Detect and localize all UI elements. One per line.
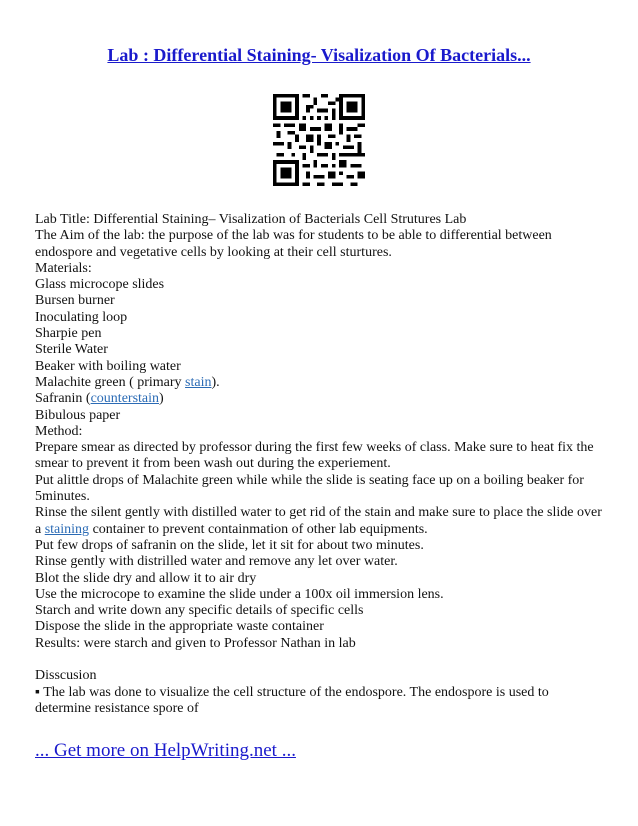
- material-item: Bursen burner: [35, 293, 115, 309]
- text-segment: ): [159, 391, 164, 407]
- method-step: Use the microcope to examine the slide under a 100x oil immersion lens.: [35, 586, 444, 602]
- lab-title-line: Lab Title: Differential Staining– Visalization of Bacterials Cell Strutures Lab: [35, 212, 467, 227]
- material-item: Sharpie pen: [35, 326, 102, 342]
- aim-line: The Aim of the lab: the purpose of the lab was for students to be able to differential between endospore and vegetative cells by looking at their cell sturtures.: [35, 228, 552, 260]
- method-step: Prepare smear as directed by professor during the first few weeks of class. Make sure to heat fix the smear to prevent it from been wash out during the experiement.: [35, 440, 594, 472]
- material-item: Inoculating loop: [35, 309, 128, 325]
- document-body: [35, 212, 605, 717]
- method-heading: Method:: [35, 423, 83, 439]
- method-step: Put few drops of safranin on the slide, let it sit for about two minutes.: [35, 537, 424, 553]
- page-title: [0, 45, 638, 66]
- method-step: Rinse gently with distrilled water and remove any let over water.: [35, 554, 398, 570]
- method-step: [35, 505, 605, 538]
- material-item: Glass microcope slides: [35, 277, 165, 293]
- materials-heading: Materials:: [35, 260, 92, 276]
- text-segment: ).: [211, 374, 220, 390]
- material-item: Sterile Water: [35, 342, 108, 358]
- material-item: [35, 375, 605, 391]
- material-item: Beaker with boiling water: [35, 358, 181, 374]
- method-step: Starch and write down any specific details of specific cells: [35, 603, 364, 619]
- method-step: Put alittle drops of Malachite green while while the slide is seating face up on a boiling beaker for 5minutes.: [35, 472, 584, 505]
- text-segment: Malachite green ( primary: [35, 374, 186, 390]
- discussion-heading: Disscusion: [35, 668, 97, 684]
- results-line: Results: were starch and given to Professor Nathan in lab: [35, 635, 356, 651]
- text-segment: Safranin (: [35, 391, 91, 407]
- text-segment: container to prevent containmation of other lab equipments.: [89, 521, 428, 537]
- method-step: Dispose the slide in the appropriate waste container: [35, 619, 324, 635]
- get-more-section: [35, 740, 296, 762]
- method-step: Blot the slide dry and allow it to air dry: [35, 570, 257, 586]
- discussion-text: ▪ The lab was done to visualize the cell structure of the endospore. The endospore is used to determine resistance spore of: [35, 684, 549, 716]
- qr-code-icon: [273, 94, 365, 186]
- get-more-link[interactable]: ... Get more on HelpWriting.net ...: [35, 740, 296, 761]
- title-link[interactable]: Lab : Differential Staining- Visalization Of Bacterials...: [107, 45, 531, 65]
- staining-link[interactable]: staining: [44, 521, 90, 537]
- stain-link[interactable]: stain: [185, 374, 212, 390]
- spacer: [35, 652, 605, 668]
- material-item: Bibulous paper: [35, 407, 121, 423]
- text-segment: Rinse the silent gently with distilled water to get rid of the stain and make sure to place the slide over a: [35, 505, 602, 537]
- counterstain-link[interactable]: counterstain: [90, 391, 160, 407]
- material-item: [35, 391, 605, 407]
